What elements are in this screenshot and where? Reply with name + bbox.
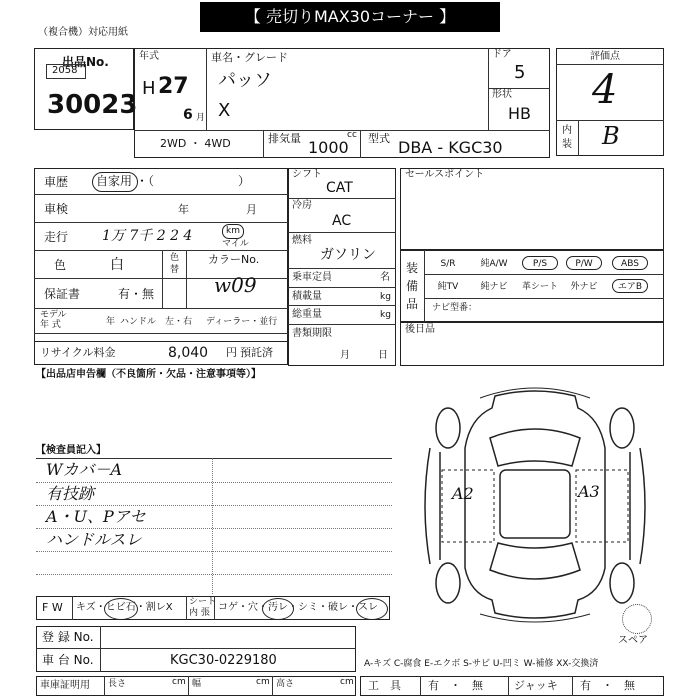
equipment-label-3: 品 [406, 297, 419, 311]
doors-label: ドア [492, 49, 512, 60]
shape-value: HB [508, 104, 532, 123]
displacement-label: 排気量 [268, 132, 301, 145]
color-value: 白 [110, 257, 124, 273]
sales-point-box [400, 168, 664, 250]
tools-value: 有 ・ 無 [428, 679, 483, 692]
equip-ps: P/S [522, 256, 558, 270]
year-month: 6 [183, 107, 193, 123]
navi-model-label: ナビ型番： [432, 303, 478, 313]
length-label: 長さ [108, 679, 127, 689]
width-label: 幅 [192, 679, 202, 689]
damage-legend: A-キズ C-腐食 E-エクボ S-サビ U-凹ミ W-補修 XX-交換済 [364, 659, 599, 669]
diagram-mark-left: A2 [452, 484, 474, 503]
damage-list-exterior: キズ・ヒビ石・割レX [76, 602, 173, 613]
handle-option: ハンドル 左・右 [120, 317, 193, 327]
mileage-label: 走行 [44, 230, 69, 244]
year-label: 年式 [139, 51, 159, 62]
equip-abs: ABS [612, 256, 648, 270]
height-label: 高さ [276, 679, 295, 689]
color-change-2: 替 [170, 265, 180, 275]
model-label: 車名・グレード [211, 51, 288, 64]
interior-value: B [602, 122, 620, 150]
color-change-1: 色 [170, 253, 180, 263]
interior-label-2: 装 [562, 139, 572, 150]
notes-box [400, 322, 664, 366]
model-code-label: 型式 [368, 132, 390, 145]
spare-tire-icon [622, 604, 652, 634]
drive-label: 2WD ・ 4WD [160, 137, 231, 150]
circle-wear [356, 598, 388, 620]
model-code-value: DBA - KGC30 [398, 138, 503, 157]
displacement-value: 1000 [308, 138, 349, 157]
sales-point-label: セールスポイント [405, 169, 485, 180]
interior-label-1: 内 [562, 125, 572, 136]
chassis-value: KGC30-0229180 [170, 653, 277, 668]
weight-unit: kg [380, 310, 391, 320]
diagram-mark-right: A3 [578, 482, 600, 501]
private-use-option: 自家用 [96, 174, 133, 188]
color-no-label: カラーNo. [208, 253, 260, 266]
damage-seat-label-2: 内 張 [189, 608, 210, 618]
year-era: H [142, 78, 156, 99]
expiry-month: 月 [340, 350, 350, 361]
declaration-label: 【出品店申告欄（不良箇所・欠品・注意事項等）】 [36, 369, 261, 380]
equip-sr: S/R [440, 259, 456, 269]
mileage-km: km [226, 226, 240, 236]
history-label: 車歴 [44, 175, 69, 189]
inspector-line-1: Wカバ－A [46, 460, 123, 479]
inspector-line-2: 有技跡 [46, 484, 95, 503]
ac-value: AC [332, 213, 352, 229]
garage-cert-label: 車庫証明用 [40, 680, 90, 691]
equip-tv: 純TV [437, 282, 459, 292]
ac-label: 冷房 [292, 200, 312, 211]
spare-label: スペア [618, 635, 648, 646]
weight-label: 総重量 [292, 309, 322, 320]
equip-alloy: 純A/W [480, 259, 508, 269]
damage-fw-label: F W [42, 601, 63, 614]
capacity-unit: 名 [380, 272, 390, 283]
recycle-value: 8,040 [168, 345, 209, 361]
tools-label: 工 具 [368, 679, 401, 692]
circle-crack [104, 598, 138, 620]
equip-ext-navi: 外ナビ [570, 282, 598, 292]
expiry-label: 書類期限 [292, 328, 332, 339]
chassis-label: 車 台 No. [42, 653, 94, 667]
inspection-year: 年 [178, 203, 189, 216]
dealer-option: ディーラー・並行 [206, 317, 278, 327]
length-unit: cm [172, 677, 186, 687]
load-label: 積載量 [292, 291, 322, 302]
score-value: 4 [592, 67, 618, 113]
notes-label: 後日品 [405, 324, 435, 335]
car-diagram [400, 378, 670, 628]
circle-stain [262, 598, 294, 620]
damage-list-interior: コゲ・穴・汚レ・シミ・破レ・スレ [218, 602, 378, 613]
registration-label: 登 録 No. [42, 630, 94, 644]
equip-navi: 純ナビ [480, 282, 508, 292]
equip-pw: P/W [566, 256, 602, 270]
inspector-line-4: ハンドルスレ [46, 530, 142, 549]
lot-label: 出品No. [62, 55, 109, 69]
inspection-label: 車検 [44, 202, 69, 216]
shape-label: 形状 [492, 89, 512, 100]
year-month-unit: 月 [196, 113, 206, 123]
inspection-month: 月 [246, 203, 257, 216]
model-year-label-2: 年 式 [40, 320, 61, 330]
width-unit: cm [256, 677, 270, 687]
load-unit: kg [380, 292, 391, 302]
doors-value: 5 [514, 62, 526, 83]
shift-value: CAT [326, 180, 353, 196]
fuel-value: ガソリン [320, 247, 376, 263]
recycle-label: リサイクル料金 [40, 346, 116, 359]
height-unit: cm [340, 677, 354, 687]
model-grade: X [218, 100, 231, 121]
color-label: 色 [54, 258, 67, 272]
banner-title: 【 売切りMAX30コーナー 】 [244, 7, 456, 26]
color-no-value: w09 [214, 273, 257, 297]
mileage-value: 1万 7千 2 2 4 [102, 228, 193, 244]
jack-value: 有 ・ 無 [580, 679, 635, 692]
capacity-label: 乗車定員 [292, 272, 332, 283]
score-label: 評価点 [590, 51, 620, 62]
fuel-label: 燃料 [292, 235, 312, 246]
damage-seat-label-1: シート [189, 597, 217, 607]
inspector-label: 【検査員記入】 [36, 445, 106, 456]
equipment-label-2: 備 [406, 279, 419, 293]
equip-leather: 革シート [521, 282, 558, 292]
displacement-unit: cc [347, 130, 357, 140]
warranty-value: 有・無 [118, 287, 155, 301]
inspector-line-3: A・U、Pアセ [46, 507, 146, 526]
year-value: 27 [158, 74, 189, 99]
warranty-label: 保証書 [44, 287, 81, 301]
lot-small-no: 2058 [52, 65, 78, 76]
mileage-mile: マイル [222, 239, 249, 249]
expiry-day: 日 [378, 350, 388, 361]
equipment-label-1: 装 [406, 261, 419, 275]
recycle-unit: 円 [226, 346, 237, 359]
equip-airbag: エアB [612, 279, 648, 293]
model-year-unit: 年 [106, 317, 116, 327]
jack-label: ジャッキ [514, 679, 558, 692]
form-title: （複合機）対応用紙 [38, 27, 128, 38]
shift-label: シフト [292, 169, 322, 180]
model-name: パッソ [218, 70, 272, 91]
recycle-deposit: 預託済 [240, 346, 273, 359]
model-year-label-1: モデル [40, 310, 67, 320]
lot-number: 30023 [47, 90, 138, 120]
history-rest: ・（ ） [136, 174, 251, 188]
